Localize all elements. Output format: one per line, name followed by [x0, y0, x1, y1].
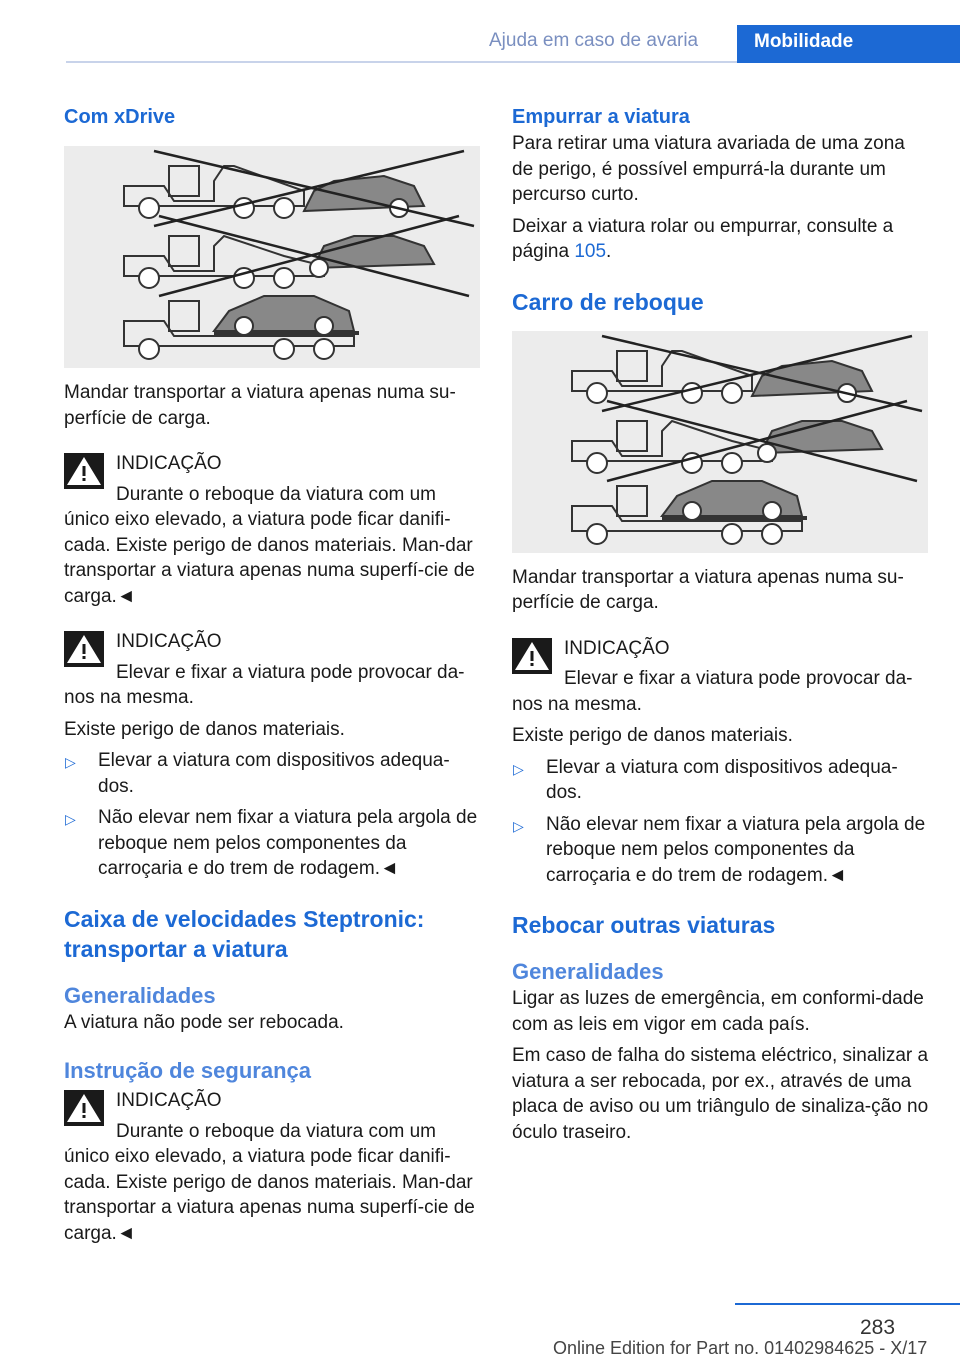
triangle-bullet-icon: ▷ [513, 760, 524, 777]
notice-block [64, 1088, 482, 1246]
push-text: Para retirar uma viatura avariada de uma zona de perigo, é possível empurrá-la durante um percurso curto. [512, 133, 905, 205]
heading-xdrive: Com xDrive [64, 106, 176, 128]
towing-illustration-xdrive [64, 146, 480, 368]
notice-text: Durante o reboque da viatura com um único eixo elevado, a viatura pode ficar danifi-cada. Existe perigo de danos materiais. Man-dar transportar a viatura apenas numa superfí-cie de carga.◄ [64, 1120, 475, 1244]
roll-text-body: Deixar a viatura rolar ou empurrar, consulte a página [512, 215, 894, 262]
list-item-text: Não elevar nem fixar a viatura pela argola de reboque nem pelos componentes da carroçaria e do trem de rodagem.◄ [546, 813, 926, 886]
general-text: Em caso de falha do sistema eléctrico, sinalizar a viatura a ser rebocada, por ex., através de uma placa de aviso ou um triângulo de sinaliza-ção no óculo traseiro. [512, 1045, 929, 1143]
heading-general: Generalidades [64, 982, 216, 1008]
tow-trucks-drawing [512, 331, 928, 553]
caption-transport-xdrive: Mandar transportar a viatura apenas numa su-perfície de carga. [64, 382, 456, 429]
footer-rule [735, 1303, 960, 1305]
list-item-text: Elevar a viatura com dispositivos adequa-dos. [98, 750, 450, 797]
page-number: 283 [860, 1316, 896, 1339]
notice-text: Elevar e fixar a viatura pode provocar da-nos na mesma. [64, 661, 465, 708]
heading-tow-others: Rebocar outras viaturas [512, 912, 776, 938]
right-column [512, 100, 930, 1145]
list-item [512, 755, 930, 806]
list-item [64, 748, 482, 799]
notice-block [512, 636, 930, 718]
danger-statement: Existe perigo de danos materiais. [64, 718, 345, 740]
notice-block [64, 629, 482, 711]
list-item-text: Não elevar nem fixar a viatura pela argola de reboque nem pelos componentes da carroçaria e do trem de rodagem.◄ [98, 807, 478, 879]
page-reference-link[interactable]: 105 [574, 241, 607, 262]
triangle-bullet-icon: ▷ [65, 754, 76, 770]
notice-title: INDICAÇÃO [116, 1090, 222, 1111]
heading-push: Empurrar a viatura [512, 106, 690, 128]
header-chapter-tab: Mobilidade [737, 25, 960, 63]
general-text: A viatura não pode ser rebocada. [64, 1011, 344, 1033]
roll-text [512, 214, 930, 265]
roll-text-end: . [606, 241, 612, 262]
towing-illustration-tow-truck [512, 331, 928, 553]
heading-safety: Instrução de segurança [64, 1058, 311, 1083]
tow-trucks-drawing [64, 146, 480, 368]
notice-title: INDICAÇÃO [564, 637, 670, 659]
list-item [512, 812, 930, 889]
notice-title: INDICAÇÃO [116, 631, 222, 652]
footer-edition: Online Edition for Part no. 01402984625 - X/17 [553, 1338, 928, 1358]
triangle-bullet-icon: ▷ [65, 811, 76, 827]
left-column [64, 100, 482, 1246]
notice-text: Durante o reboque da viatura com um único eixo elevado, a viatura pode ficar danifi-cada. Existe perigo de danos materiais. Man-dar transportar a viatura apenas numa superfí-cie de carga.◄ [64, 483, 475, 607]
warning-triangle-icon [512, 638, 552, 674]
heading-tow-truck: Carro de reboque [512, 288, 704, 315]
triangle-bullet-icon: ▷ [513, 817, 524, 834]
list-item-text: Elevar a viatura com dispositivos adequa-dos. [546, 756, 898, 803]
heading-steptronic: Caixa de velocidades Steptronic: transportar a viatura [64, 905, 425, 962]
list-item [64, 805, 482, 882]
warning-triangle-icon [64, 631, 104, 667]
header-section-title: Ajuda em caso de avaria [489, 30, 699, 51]
general-text: Ligar as luzes de emergência, em conformi-dade com as leis em vigor em cada país. [512, 988, 924, 1035]
danger-statement: Existe perigo de danos materiais. [512, 725, 793, 746]
notice-title: INDICAÇÃO [116, 453, 222, 474]
notice-block [64, 451, 482, 609]
notice-text: Elevar e fixar a viatura pode provocar da-nos na mesma. [512, 668, 913, 715]
heading-general: Generalidades [512, 959, 664, 984]
warning-triangle-icon [64, 1090, 104, 1126]
warning-triangle-icon [64, 453, 104, 489]
caption-transport-tow: Mandar transportar a viatura apenas numa su-perfície de carga. [512, 566, 904, 613]
